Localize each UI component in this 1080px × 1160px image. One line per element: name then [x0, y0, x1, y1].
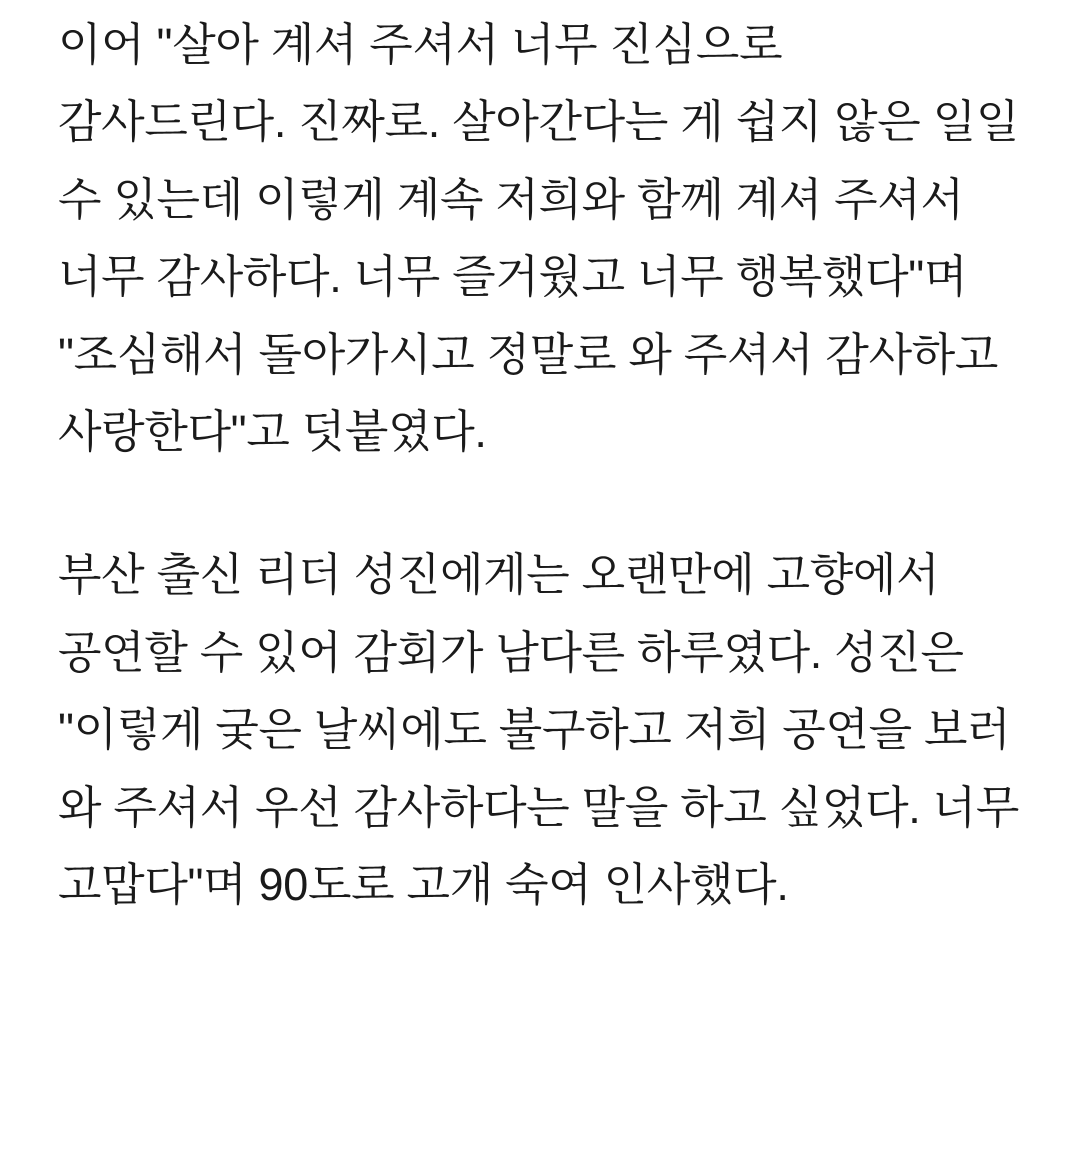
- article-paragraph: 부산 출신 리더 성진에게는 오랜만에 고향에서 공연할 수 있어 감회가 남다른 하루였다. 성진은 "이렇게 궂은 날씨에도 불구하고 저희 공연을 보러 와 주셔서 우선 감사하다는 말을 하고 싶었다. 너무 고맙다"며 90도로 고개 숙여 인사했다.: [58, 549, 1020, 910]
- article-paragraph: 이어 "살아 계셔 주셔서 너무 진심으로 감사드린다. 진짜로. 살아간다는 게 쉽지 않은 일일 수 있는데 이렇게 계속 저희와 함께 계셔 주셔서 너무 감사하다. 너무 즐거웠고 너무 행복했다"며 "조심해서 돌아가시고 정말로 와 주셔서 감사하고 사랑한다"고 덧붙였다.: [58, 19, 1020, 457]
